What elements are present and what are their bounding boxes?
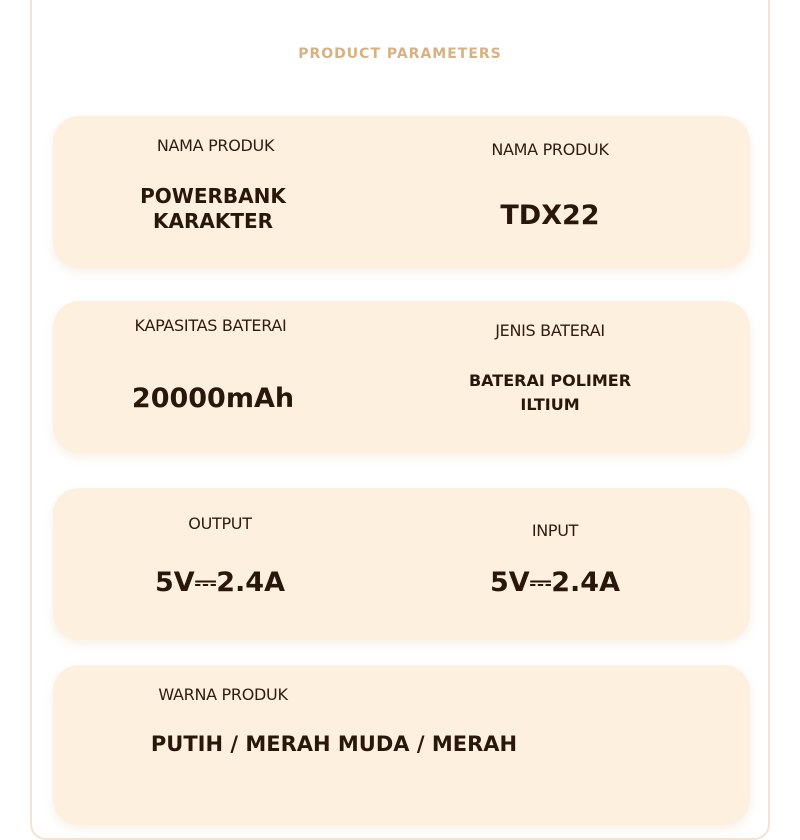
product-name-label: NAMA PRODUK bbox=[156, 136, 275, 155]
battery-type-value bbox=[425, 369, 675, 417]
model-label: NAMA PRODUK bbox=[491, 140, 609, 159]
capacity-label: KAPASITAS BATERAI bbox=[134, 316, 287, 335]
battery-type-value-line1: BATERAI POLIMER bbox=[468, 371, 632, 390]
color-value: PUTIH / MERAH MUDA / MERAH bbox=[150, 732, 518, 756]
parameter-card-power bbox=[53, 488, 750, 640]
input-label: INPUT bbox=[531, 521, 579, 540]
section-subtitle: PRODUCT PARAMETERS bbox=[298, 46, 502, 62]
parameter-card-color bbox=[53, 665, 750, 825]
output-label: OUTPUT bbox=[188, 514, 252, 533]
parameter-card-name-model bbox=[53, 116, 750, 268]
product-name-value-line2: KARAKTER bbox=[152, 209, 274, 233]
product-name-value bbox=[98, 184, 328, 234]
model-value: TDX22 bbox=[500, 200, 600, 231]
battery-type-label: JENIS BATERAI bbox=[495, 321, 605, 340]
battery-type-value-line2: ILTIUM bbox=[520, 395, 580, 414]
product-name-value-line1: POWERBANK bbox=[140, 184, 286, 208]
output-value: 5V⎓2.4A bbox=[155, 567, 285, 598]
color-label: WARNA PRODUK bbox=[158, 685, 288, 704]
input-value: 5V⎓2.4A bbox=[490, 567, 620, 598]
capacity-value: 20000mAh bbox=[131, 383, 295, 414]
parameter-card-battery bbox=[53, 301, 750, 453]
